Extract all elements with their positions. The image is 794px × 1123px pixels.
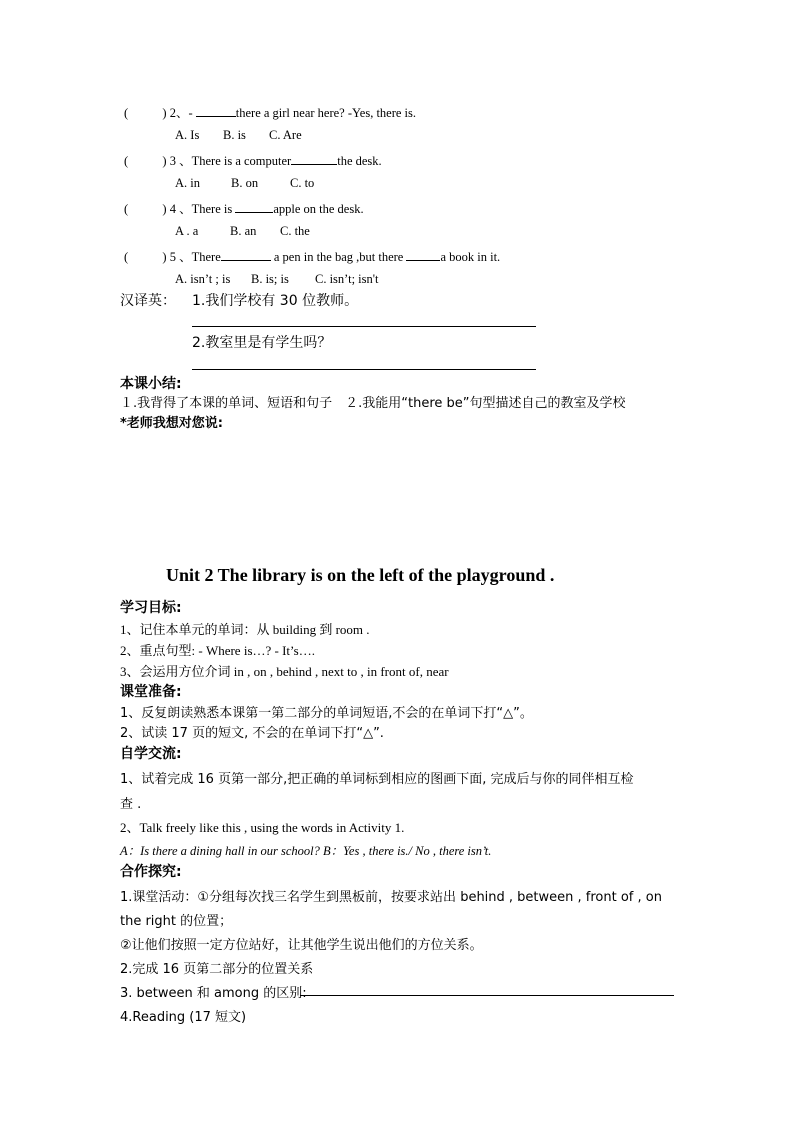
option-a[interactable]: A. isn’t ; is (175, 272, 231, 286)
translate-question-1: 1.我们学校有 30 位教师。 (192, 293, 359, 309)
option-b[interactable]: B. is; is (251, 272, 289, 286)
exercise-5-options (175, 272, 379, 287)
exercise-text: 5 、There (169, 250, 221, 264)
exercise-4-options (175, 224, 310, 239)
exercise-2 (124, 103, 416, 121)
answer-blank[interactable] (291, 154, 337, 165)
unit-title: Unit 2 The library is on the left of the playground . (166, 565, 555, 585)
answer-line-1[interactable] (192, 326, 536, 327)
paren-open: ( (124, 202, 129, 216)
translate-label: 汉译英： (120, 293, 176, 309)
option-c[interactable]: C. isn’t; isn't (315, 272, 379, 286)
paren-open: ( (124, 154, 129, 168)
self-study-dialogue: A：Is there a dining hall in our school? B：Yes , there is./ No , there isn’t. (120, 844, 492, 858)
answer-blank[interactable] (196, 106, 236, 117)
paren-close: ) (162, 250, 167, 264)
self-study-line-2: 2、Talk freely like this , using the words in Activity 1. (120, 820, 405, 835)
goals-heading: 学习目标: (120, 600, 182, 616)
exercise-text-end: apple on the desk. (273, 202, 364, 216)
coop-line-1c: ②让他们按照一定方位站好，让其他学生说出他们的方位关系。 (120, 938, 483, 953)
exercise-text: 3 、There is a computer (169, 154, 292, 168)
paren-open: ( (124, 106, 129, 120)
option-a[interactable]: A. Is (175, 128, 200, 142)
goals-line-1: 1、记住本单元的单词：从 building 到 room . (120, 622, 370, 637)
prep-heading: 课堂准备: (120, 684, 182, 700)
coop-line-3: 3. between 和 among 的区别: (120, 986, 307, 1001)
exercise-5 (124, 247, 500, 265)
answer-line-3[interactable] (300, 995, 674, 996)
summary-heading: 本课小结: (120, 376, 182, 392)
exercise-3-options (175, 176, 314, 191)
exercise-text: 4 、There is (169, 202, 233, 216)
exercise-text-end: a book in it. (440, 250, 501, 264)
self-study-line-1b: 查 . (120, 797, 142, 812)
paren-close: ) (162, 154, 167, 168)
coop-line-2: 2.完成 16 页第二部分的位置关系 (120, 962, 314, 977)
coop-heading: 合作探究: (120, 864, 182, 880)
option-c[interactable]: C. to (290, 176, 315, 190)
option-a[interactable]: A. in (175, 176, 200, 190)
teacher-note-heading: *老师我想对您说: (120, 416, 223, 431)
answer-blank[interactable] (235, 202, 273, 213)
exercise-4 (124, 199, 364, 217)
exercise-2-options (175, 128, 302, 143)
option-b[interactable]: B. is (223, 128, 246, 142)
translate-question-2: 2.教室里是有学生吗？ (192, 335, 332, 351)
exercise-3 (124, 151, 382, 169)
prep-line-1: 1、反复朗读熟悉本课第一第二部分的单词短语,不会的在单词下打“△”。 (120, 706, 533, 721)
option-c[interactable]: C. Are (269, 128, 302, 142)
goals-line-2: 2、重点句型: - Where is…? - It’s…. (120, 643, 315, 658)
option-b[interactable]: B. on (231, 176, 259, 190)
exercise-text-mid: a pen in the bag ,but there (273, 250, 404, 264)
option-b[interactable]: B. an (230, 224, 257, 238)
exercise-number: 2、- (169, 106, 193, 120)
exercise-text: there a girl near here? -Yes, there is. (235, 106, 417, 120)
self-study-heading: 自学交流: (120, 746, 182, 762)
paren-open: ( (124, 250, 129, 264)
summary-line: １.我背得了本课的单词、短语和句子 ２.我能用“there be”句型描述自己的教室及学校 (120, 396, 626, 411)
answer-line-2[interactable] (192, 369, 536, 370)
paren-close: ) (162, 106, 167, 120)
option-a[interactable]: A . a (175, 224, 199, 238)
self-study-line-1: 1、试着完成 16 页第一部分,把正确的单词标到相应的图画下面, 完成后与你的同伴相互检 (120, 772, 634, 787)
coop-line-1b: the right 的位置； (120, 914, 233, 929)
coop-line-4: 4.Reading (17 短文) (120, 1010, 247, 1025)
answer-blank[interactable] (221, 250, 271, 261)
answer-blank-2[interactable] (406, 250, 440, 261)
coop-line-1: 1.课堂活动：①分组每次找三名学生到黑板前，按要求站出 behind , between , front of , on (120, 890, 662, 905)
prep-line-2: 2、试读 17 页的短文, 不会的在单词下打“△”. (120, 726, 384, 741)
option-c[interactable]: C. the (280, 224, 310, 238)
paren-close: ) (162, 202, 167, 216)
exercise-text-end: the desk. (337, 154, 382, 168)
goals-line-3: 3、会运用方位介词 in , on , behind , next to , in front of, near (120, 664, 449, 679)
